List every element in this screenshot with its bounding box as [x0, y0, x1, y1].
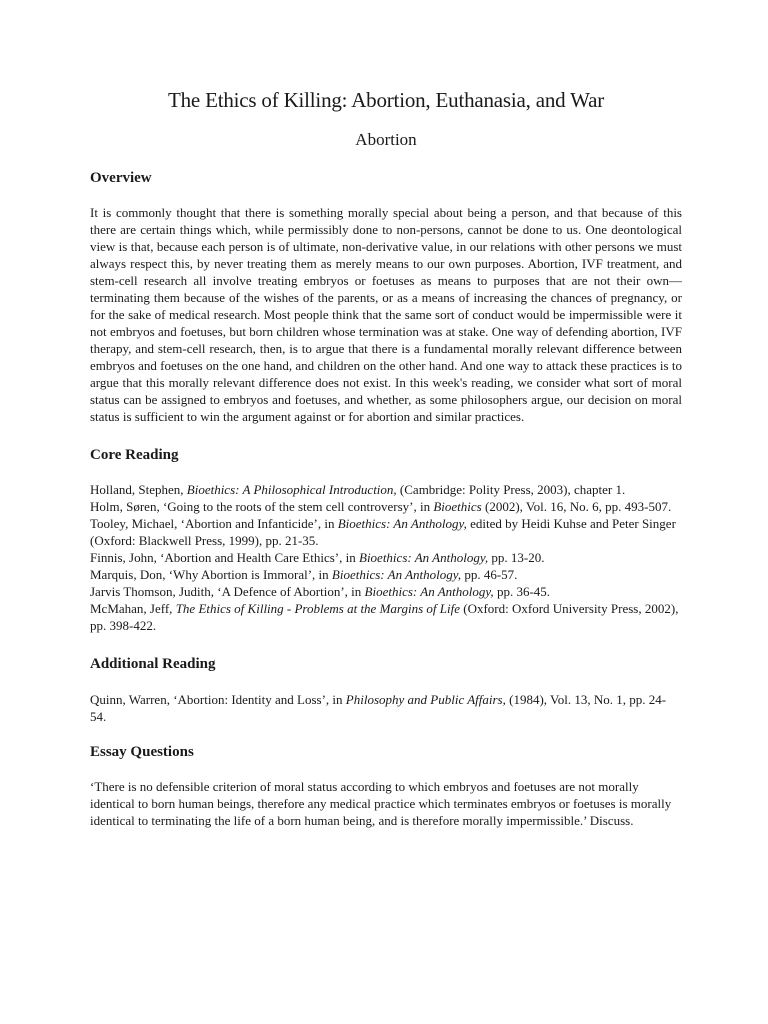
- overview-section: [90, 169, 682, 425]
- core-reading-list: [90, 481, 682, 634]
- reference-item: Holland, Stephen, Bioethics: A Philosophical Introduction, (Cambridge: Polity Press, 2003), chapter 1.: [90, 482, 626, 497]
- reference-item: Quinn, Warren, ‘Abortion: Identity and Loss’, in Philosophy and Public Affairs, (1984), Vol. 13, No. 1, pp. 24-54.: [90, 692, 667, 724]
- essay-questions-section: [90, 743, 682, 829]
- reference-item: Jarvis Thomson, Judith, ‘A Defence of Abortion’, in Bioethics: An Anthology, pp. 36-45.: [90, 584, 551, 599]
- reference-item: Tooley, Michael, ‘Abortion and Infanticide’, in Bioethics: An Anthology, edited by Heidi Kuhse and Peter Singer (Oxford: Blackwell Press, 1999), pp. 21-35.: [90, 516, 676, 548]
- document-title: The Ethics of Killing: Abortion, Euthanasia, and War: [167, 88, 604, 112]
- overview-paragraph: It is commonly thought that there is something morally special about being a person, and that because of this there are certain things which, while permissibly done to non-persons, cannot be done to us. One deontological view is that, because each person is of ultimate, non-derivative value, in our relations with other persons we must always respect this, by never treating them as merely means to our own purposes. Abortion, IVF treatment, and stem-cell research all involve treating embryos or foetuses as means to purposes that are not their own—terminating them because of the wishes of the parents, or as a means of increasing the chances of pregnancy, or for the sake of medical research. Most people think that the same sort of conduct would be impermissible were it not embryos and foetuses, but born children whose termination was at stake. One way of defending abortion, IVF therapy, and stem-cell research, then, is to argue that there is a fundamental morally relevant difference between embryos and foetuses on the one hand, and children on the other hand. And one way to attack these practices is to argue that this morally relevant difference does not exist. In this week's reading, we consider what sort of moral status can be assigned to embryos and foetuses, and whether, as some philosophers argue, our decision on moral status is sufficient to win the argument against or for abortion and similar practices.: [90, 205, 682, 424]
- essay-questions-heading: Essay Questions: [90, 744, 194, 760]
- essay-question-text: ‘There is no defensible criterion of moral status according to which embryos and foetuses are not morally identical to born human beings, therefore any medical practice which terminates embryos or foetuses is morally identical to terminating the life of a born human being, and is therefore morally impermissible.’ Discuss.: [90, 779, 672, 828]
- core-reading-section: [90, 446, 682, 634]
- reference-item: Marquis, Don, ‘Why Abortion is Immoral’, in Bioethics: An Anthology, pp. 46-57.: [90, 567, 518, 582]
- reference-item: Holm, Søren, ‘Going to the roots of the stem cell controversy’, in Bioethics (2002), Vol. 16, No. 6, pp. 493-507.: [90, 499, 672, 514]
- document-subtitle: Abortion: [355, 130, 417, 149]
- additional-reading-heading: Additional Reading: [90, 656, 216, 672]
- additional-reading-section: [90, 655, 682, 725]
- core-reading-heading: Core Reading: [90, 447, 179, 463]
- reference-item: Finnis, John, ‘Abortion and Health Care Ethics’, in Bioethics: An Anthology, pp. 13-20.: [90, 550, 545, 565]
- overview-heading: Overview: [90, 170, 152, 186]
- reference-item: McMahan, Jeff, The Ethics of Killing - Problems at the Margins of Life (Oxford: Oxford University Press, 2002), pp. 398-422.: [90, 601, 679, 633]
